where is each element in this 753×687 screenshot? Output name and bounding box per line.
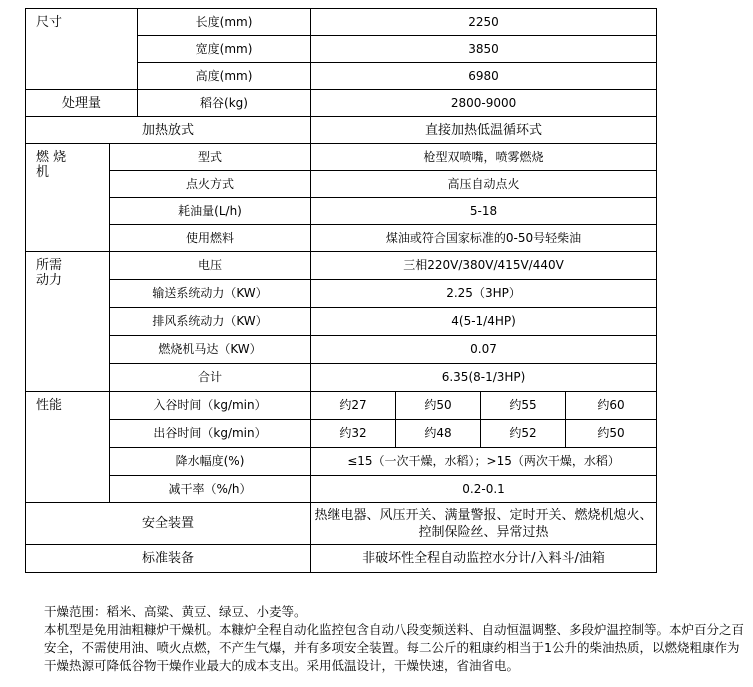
total-power-row <box>26 364 657 392</box>
spec-table <box>25 8 657 573</box>
output-time-value: 约48 <box>396 420 481 448</box>
burner-label-line2: 机 <box>36 165 50 180</box>
burner-group-label <box>26 144 110 252</box>
fuel-consumption-value: 5-18 <box>311 198 657 225</box>
width-value: 3850 <box>311 36 657 63</box>
burner-type-value: 枪型双喷嘴，喷雾燃烧 <box>311 144 657 171</box>
length-value: 2250 <box>311 9 657 36</box>
voltage-value: 三相220V/380V/415V/440V <box>311 252 657 280</box>
width-label: 宽度(mm) <box>138 36 311 63</box>
power-group-label <box>26 252 110 392</box>
intake-time-value: 约27 <box>311 392 396 420</box>
total-power-value: 6.35(8-1/3HP) <box>311 364 657 392</box>
length-label: 长度(mm) <box>138 9 311 36</box>
standard-value: 非破坏性全程自动监控水分计/入料斗/油箱 <box>311 545 657 573</box>
output-time-value: 约32 <box>311 420 396 448</box>
exhaust-power-row <box>26 308 657 336</box>
intake-time-value: 约50 <box>396 392 481 420</box>
height-label: 高度(mm) <box>138 63 311 90</box>
safety-row <box>26 503 657 545</box>
conveyor-power-row <box>26 280 657 308</box>
capacity-group-label: 处理量 <box>26 90 138 117</box>
burner-label-line1: 燃 烧 <box>36 150 67 165</box>
drying-rate-row <box>26 476 657 503</box>
fuel-type-value: 煤油或符合国家标准的0-50号轻柴油 <box>311 225 657 252</box>
performance-group-label: 性能 <box>26 392 110 503</box>
machine-description-text: 本机型是免用油粗糠炉干燥机。本糠炉全程自动化监控包含自动八段变频送料、自动恒温调整、多段炉温控制等。本炉百分之百安全，不需使用油、喷火点燃，不产生气爆，并有多项安全装置。每二公斤的粗康约相当于1公升的柴油热质，以燃烧粗康作为干燥热源可降低谷物干燥作业最大的成本支出。采用低温设计，干燥快速，省油省电。 <box>44 622 745 673</box>
heating-row <box>26 117 657 144</box>
burner-motor-row <box>26 336 657 364</box>
power-label-line1: 所需 <box>36 258 63 273</box>
description-notes <box>44 603 744 675</box>
voltage-label: 电压 <box>110 252 311 280</box>
size-group-label: 尺寸 <box>26 9 138 90</box>
fuel-consumption-label: 耗油量(L/h) <box>110 198 311 225</box>
heating-value: 直接加热低温循环式 <box>311 117 657 144</box>
output-time-value: 约50 <box>566 420 657 448</box>
output-time-label: 出谷时间（kg/min） <box>110 420 311 448</box>
moisture-drop-value: ≤15（一次干燥，水稻）；>15（两次干燥，水稻） <box>311 448 657 476</box>
standard-label: 标准装备 <box>26 545 311 573</box>
height-value: 6980 <box>311 63 657 90</box>
burner-motor-label: 燃烧机马达（KW） <box>110 336 311 364</box>
fuel-type-label: 使用燃料 <box>110 225 311 252</box>
total-power-label: 合计 <box>110 364 311 392</box>
moisture-drop-row <box>26 448 657 476</box>
intake-time-row <box>26 392 657 420</box>
fuel-consumption-row <box>26 198 657 225</box>
exhaust-power-value: 4(5-1/4HP) <box>311 308 657 336</box>
drying-range-text: 干燥范围：稻米、高粱、黄豆、绿豆、小麦等。 <box>44 604 307 619</box>
output-time-row <box>26 420 657 448</box>
intake-time-label: 入谷时间（kg/min） <box>110 392 311 420</box>
standard-row <box>26 545 657 573</box>
burner-type-label: 型式 <box>110 144 311 171</box>
exhaust-power-label: 排风系统动力（KW） <box>110 308 311 336</box>
size-length-row <box>26 9 657 36</box>
voltage-row <box>26 252 657 280</box>
safety-value: 热继电器、风压开关、满量警报、定时开关、燃烧机熄火、控制保险丝、异常过热 <box>311 503 657 545</box>
capacity-label: 稻谷(kg) <box>138 90 311 117</box>
output-time-value: 约52 <box>481 420 566 448</box>
power-label-line2: 动力 <box>36 273 63 288</box>
conveyor-power-value: 2.25（3HP） <box>311 280 657 308</box>
burner-motor-value: 0.07 <box>311 336 657 364</box>
conveyor-power-label: 输送系统动力（KW） <box>110 280 311 308</box>
heating-label: 加热放式 <box>26 117 311 144</box>
fuel-type-row <box>26 225 657 252</box>
ignition-row <box>26 171 657 198</box>
capacity-value: 2800-9000 <box>311 90 657 117</box>
moisture-drop-label: 降水幅度(%) <box>110 448 311 476</box>
safety-label: 安全装置 <box>26 503 311 545</box>
burner-type-row <box>26 144 657 171</box>
drying-rate-label: 减干率（%/h） <box>110 476 311 503</box>
ignition-value: 高压自动点火 <box>311 171 657 198</box>
ignition-label: 点火方式 <box>110 171 311 198</box>
capacity-row <box>26 90 657 117</box>
intake-time-value: 约60 <box>566 392 657 420</box>
intake-time-value: 约55 <box>481 392 566 420</box>
drying-rate-value: 0.2-0.1 <box>311 476 657 503</box>
